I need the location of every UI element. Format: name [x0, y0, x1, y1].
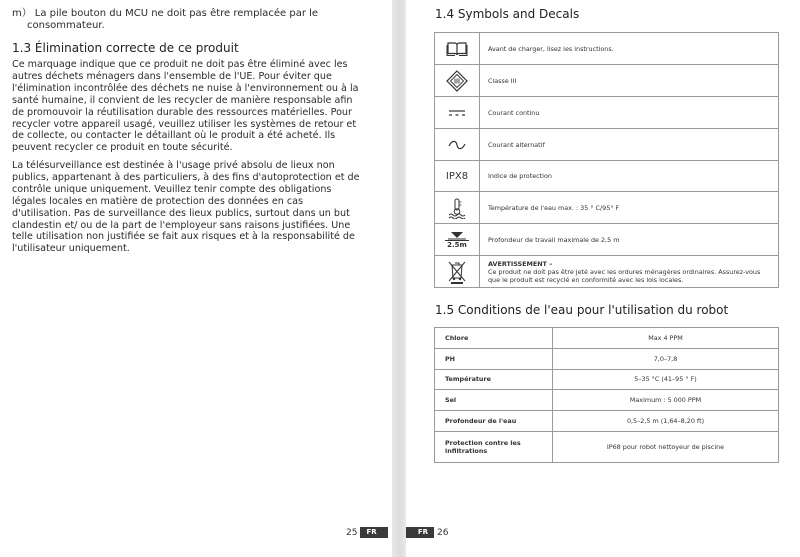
condition-value: 7,0–7,8	[653, 354, 678, 363]
depth-icon	[435, 224, 480, 255]
symbol-description: Classe III	[488, 76, 517, 85]
condition-label: Protection contre les infiltrations	[435, 432, 553, 462]
language-badge: FR	[406, 527, 434, 538]
symbol-description: Courant continu	[488, 108, 540, 117]
table-row	[435, 432, 778, 462]
direct-current-icon	[435, 97, 480, 128]
note-line1: La pile bouton du MCU ne doit pas être remplacée par le	[34, 8, 319, 19]
symbol-description: Profondeur de travail maximale de 2,5 m	[488, 235, 620, 244]
table-row	[435, 256, 778, 287]
ipx8-icon	[435, 161, 480, 191]
table-row	[435, 192, 778, 224]
left-page	[0, 0, 392, 557]
symbol-description: Courant alternatif	[488, 140, 545, 149]
language-badge: FR	[360, 527, 388, 538]
section-heading-disposal: 1.3 Élimination correcte de ce produit	[12, 41, 239, 55]
symbol-description: Température de l'eau max. : 35 ° C/95° F	[488, 203, 620, 212]
page-number: 26	[437, 527, 449, 538]
ipx8-label: IPX8	[445, 170, 469, 182]
water-conditions-table	[434, 327, 779, 463]
condition-label: PH	[435, 349, 553, 369]
condition-value: 0,5–2,5 m (1,64–8,20 ft)	[626, 417, 705, 426]
water-temperature-icon	[435, 192, 480, 223]
left-page-footer	[346, 527, 388, 538]
table-row	[435, 161, 778, 192]
table-row	[435, 129, 778, 161]
right-page	[406, 0, 800, 557]
weee-bin-icon	[435, 256, 480, 287]
table-row	[435, 97, 778, 129]
symbols-table	[434, 32, 779, 288]
note-line2: consommateur.	[27, 20, 105, 31]
table-row	[435, 390, 778, 411]
symbol-description: Avant de charger, lisez les instructions.	[488, 44, 614, 53]
table-row	[435, 349, 778, 370]
battery-note	[12, 8, 372, 32]
warning-title: AVERTISSEMENT –	[488, 259, 553, 268]
table-row	[435, 370, 778, 391]
right-page-footer	[406, 527, 448, 538]
condition-value: Maximum : 5 000 PPM	[629, 396, 702, 405]
condition-label: Profondeur de l'eau	[435, 411, 553, 431]
condition-label: Température	[435, 370, 553, 390]
table-row	[435, 224, 778, 256]
surveillance-paragraph: La télésurveillance est destinée à l'usage privé absolu de lieux non publics, appartenant à des particuliers, à des fins d'autoprotection et de contrôle unique uniquement. Veuillez tenir compte des obligations légales locales en matière de protection des données en cas d'utilisation. Pas de surveillance des lieux publics, surtout dans un but clandestin et/ ou de la part de l'employeur sans raisons justifiées. Une telle utilisation non justifiée se fait aux risques et à la responsabilité de l'utilisateur uniquement.	[12, 160, 360, 255]
page-number: 25	[346, 527, 358, 538]
condition-value: 5–35 °C (41–95 ° F)	[634, 375, 697, 384]
class-iii-icon	[435, 65, 480, 96]
alternating-current-icon	[435, 129, 480, 160]
condition-label: Chlore	[435, 328, 553, 348]
condition-label: Sel	[435, 390, 553, 410]
section-heading-water: 1.5 Conditions de l'eau pour l'utilisation du robot	[435, 303, 729, 317]
table-row	[435, 33, 778, 65]
depth-label: 2.5m	[447, 240, 467, 249]
condition-value: Max 4 PPM	[648, 333, 683, 342]
table-row	[435, 65, 778, 97]
condition-value: IP68 pour robot nettoyeur de piscine	[606, 442, 725, 451]
section-heading-symbols: 1.4 Symbols and Decals	[435, 7, 580, 21]
warning-description	[480, 256, 778, 287]
manual-book-icon	[435, 33, 480, 64]
symbol-description: Indice de protection	[488, 172, 552, 180]
table-row	[435, 411, 778, 432]
disposal-paragraph: Ce marquage indique que ce produit ne doit pas être éliminé avec les autres déchets ménagers dans l'ensemble de l'UE. Pour éviter que l'élimination incontrôlée des déchets ne nuise à l'environnement ou à la santé humaine, il convient de les recycler de manière responsable afin de promouvoir la réutilisation durable des ressources matérielles. Pour recycler votre appareil usagé, veuillez utiliser les systèmes de retour et de collecte, ou contacter le détaillant où le produit a été acheté. Ils peuvent recycler ce produit en toute sécurité.	[12, 59, 359, 154]
table-row	[435, 328, 778, 349]
book-gutter	[392, 0, 406, 557]
note-label: m）	[12, 8, 32, 19]
warning-text: Ce produit ne doit pas être jeté avec les ordures ménagères ordinaires. Assurez-vous que le produit est recyclé en conformité avec les lois locales.	[488, 267, 761, 284]
